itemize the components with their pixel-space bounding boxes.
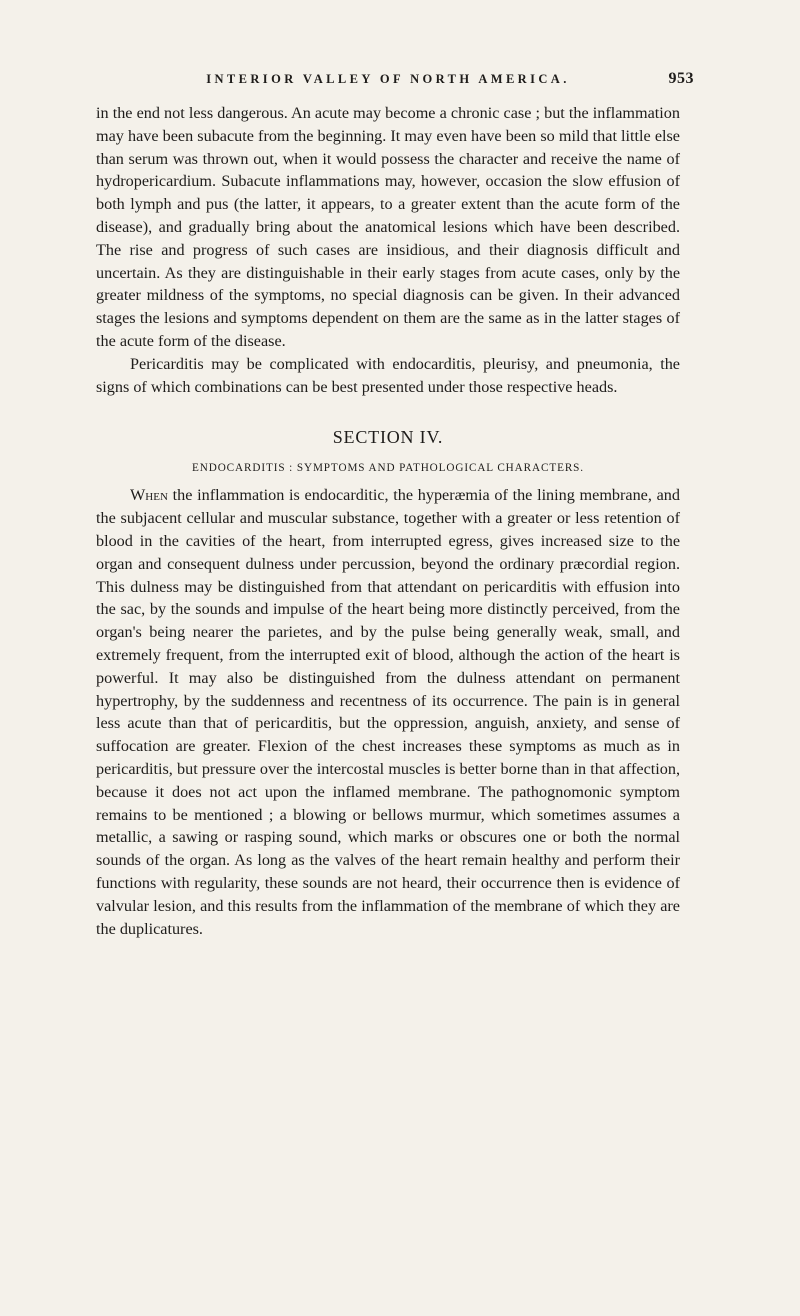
page-body — [96, 102, 680, 940]
paragraph-complications: Pericarditis may be complicated with endocarditis, pleurisy, and pneumonia, the signs of which combinations can be best presented under those respective heads. — [96, 354, 680, 396]
paragraph-endocarditis-text: the inflammation is endocarditic, the hyperæmia of the lining membrane, and the subjacent cellular and muscular substance, together with a greater or less retention of blood in the cavities of the heart, from interrupted egress, gives increased size to the organ and consequent dulness under percussion, beyond the ordinary præcordial region. This dulness may be distinguished from that attendant on pericarditis with effusion into the sac, by the sounds and impulse of the heart being more distinctly perceived, from the organ's being nearer the parietes, and by the pulse being generally weak, small, and extremely frequent, from the interrupted exit of blood, although the action of the heart is powerful. It may also be distinguished from the dulness attendant on permanent hypertrophy, by the suddenness and recentness of its occurrence. The pain is in general less acute than that of pericarditis, but the oppression, anguish, anxiety, and sense of suffocation are greater. Flexion of the chest increases these symptoms as much as in pericarditis, but pressure over the intercostal muscles is better borne than in that affection, because it does not act upon the inflamed membrane. The pathognomonic symptom remains to be mentioned ; a blowing or bellows murmur, which sometimes assumes a metallic, a sawing or rasping sound, which marks or obscures one or both the normal sounds of the organ. As long as the valves of the heart remain healthy and perform their functions with regularity, these sounds are not heard, their occurrence then is evidence of valvular lesion, and this results from the inflammation of the membrane of which they are the duplicatures. — [96, 486, 680, 938]
running-head — [96, 70, 694, 96]
page-number: 953 — [668, 70, 694, 87]
paragraph-continuation: in the end not less dangerous. An acute may become a chronic case ; but the inflammation may have been subacute from the beginning. It may even have been so mild that little else than serum was thrown out, when it would possess the character and receive the name of hydropericardium. Subacute inflammations may, however, occasion the slow effusion of both lymph and pus (the latter, it appears, to a greater extent than the acute form of the disease), and gradually bring about the anatomical lesions which have been described. The rise and progress of such cases are insidious, and their diagnosis difficult and uncertain. As they are distinguishable in their early stages from acute cases, only by the greater mildness of the symptoms, no special diagnosis can be given. In their advanced stages the lesions and symptoms dependent on them are the same as in the latter stages of the acute form of the disease. — [96, 104, 680, 350]
lead-word: When — [130, 486, 168, 505]
section-body — [96, 484, 680, 940]
paragraph-endocarditis — [96, 484, 680, 940]
running-title: INTERIOR VALLEY OF NORTH AMERICA. — [206, 72, 570, 86]
section-title: SECTION IV. — [332, 427, 444, 448]
section-subtitle: ENDOCARDITIS : SYMPTOMS AND PATHOLOGICAL CHARACTERS. — [192, 462, 584, 475]
